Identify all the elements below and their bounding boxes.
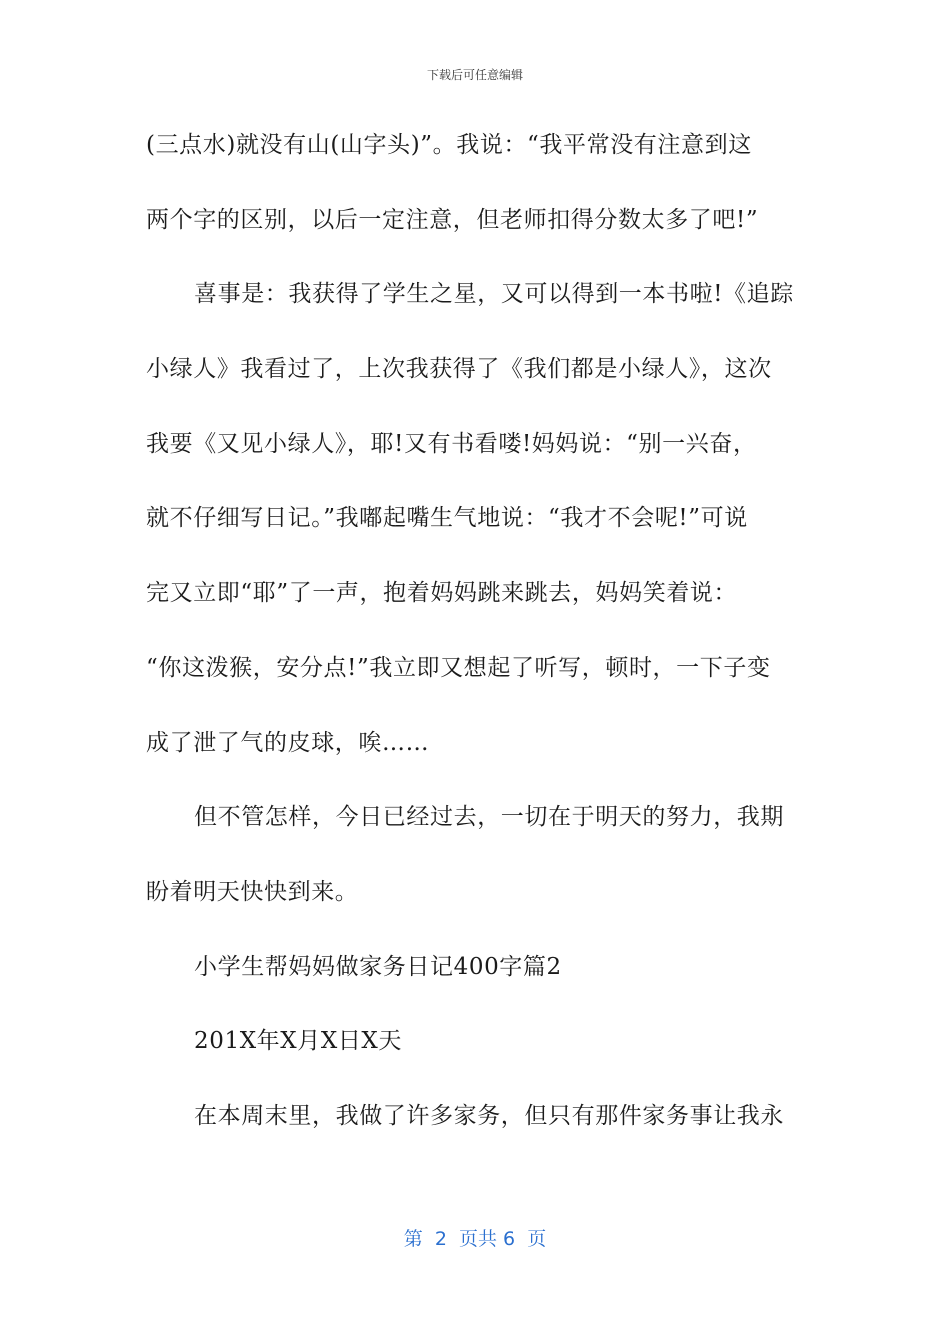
body-line: 完又立即“耶”了一声，抱着妈妈跳来跳去，妈妈笑着说：	[146, 580, 738, 607]
body-line: 在本周末里，我做了许多家务，但只有那件家务事让我永	[194, 1102, 784, 1129]
page-header: 下载后可任意编辑	[426, 68, 523, 82]
body-line: 盼着明天快快到来。	[146, 878, 359, 905]
body-line: 就不仔细写日记。”我嘟起嘴生气地说：“我才不会呢!”可说	[146, 505, 748, 532]
body-line: 小绿人》我看过了，上次我获得了《我们都是小绿人》，这次	[146, 356, 772, 383]
body-line: 但不管怎样，今日已经过去，一切在于明天的努力，我期	[194, 804, 784, 831]
body-line: 两个字的区别，以后一定注意，但老师扣得分数太多了吧!”	[146, 206, 759, 233]
section-title: 小学生帮妈妈做家务日记400字篇2	[194, 953, 562, 980]
document-body	[146, 122, 806, 1168]
diary-date: 201X年X月X日X天	[194, 1028, 402, 1055]
body-line: “你这泼猴，安分点!”我立即又想起了听写，顿时，一下子变	[146, 654, 771, 681]
body-line: 喜事是：我获得了学生之星，又可以得到一本书啦!《追踪	[194, 281, 794, 308]
body-line: 我要《又见小绿人》，耶!又有书看喽!妈妈说：“别一兴奋，	[146, 430, 757, 457]
body-line: (三点水)就没有山(山字头)”。我说：“我平常没有注意到这	[146, 132, 752, 158]
body-line: 成了泄了气的皮球，唉……	[146, 729, 430, 756]
page-number: 第 2 页共 6 页	[403, 1228, 547, 1250]
